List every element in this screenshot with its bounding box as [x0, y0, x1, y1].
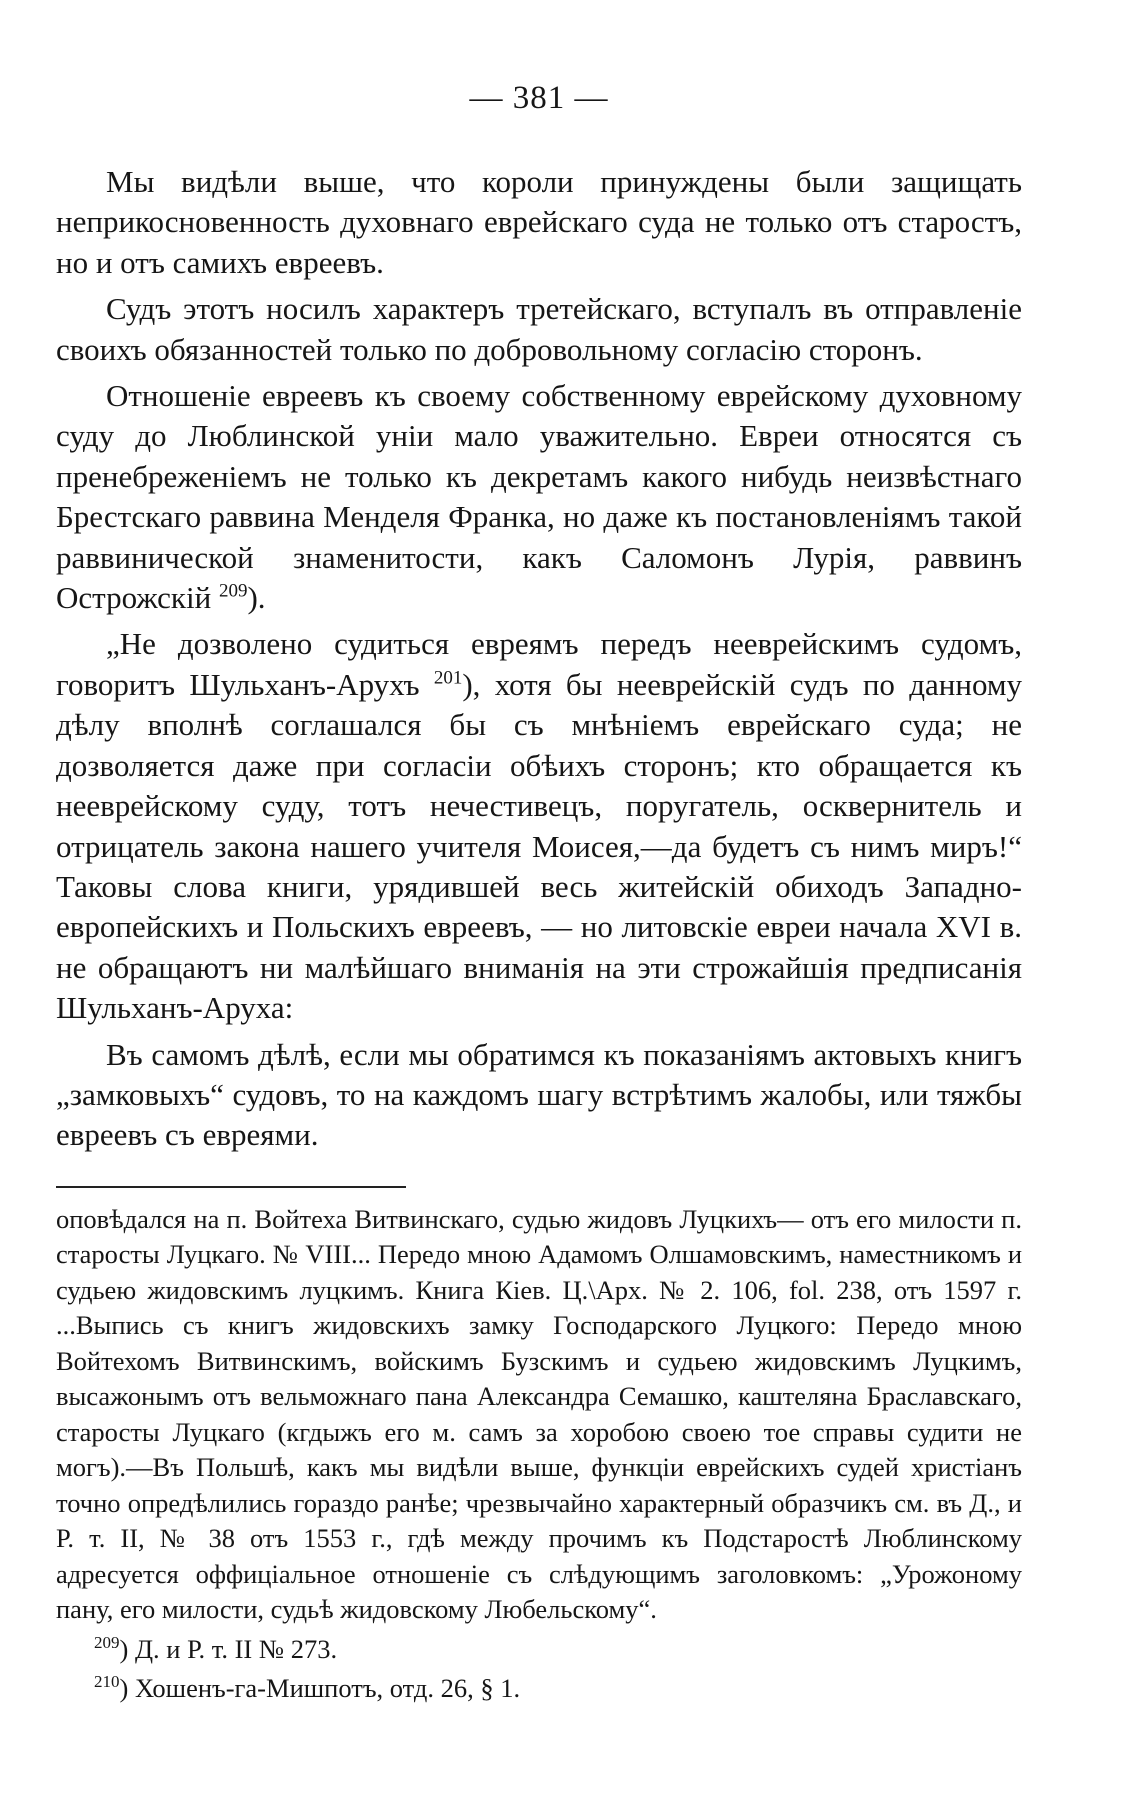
- paragraph-1-text: Мы видѣли выше, что короли принуждены были защищать неприкосновенность духовнаго еврейскаго суда не только отъ старостъ, но и отъ самихъ евреевъ.: [56, 164, 1022, 280]
- footnote-210: [56, 1671, 1022, 1707]
- footnote-210-number: 210: [94, 1672, 120, 1692]
- paragraph-3-after: ).: [247, 580, 266, 616]
- footnote-209-number: 209: [94, 1632, 120, 1652]
- paragraph-2-text: Судъ этотъ носилъ характеръ третейскаго, вступалъ въ отправленіе своихъ обязанностей только по добровольному согласію сторонъ.: [56, 291, 1022, 367]
- page-number: — 381 —: [469, 80, 609, 116]
- paragraph-4-after: ), хотя бы нееврейскій судъ по данному дѣлу вполнѣ соглашался бы съ мнѣніемъ еврейскаго суда; не дозволяется даже при согласіи обѣихъ сторонъ; кто обращается къ нееврейскому суду, тотъ нечестивецъ, поругатель, осквернитель и отрицатель закона нашего учителя Моисея,—да будетъ съ нимъ миръ!“ Таковы слова книги, урядившей весь житейскій обиходъ Западно-европейскихъ и Польскихъ евреевъ, — но литовскіе евреи начала XVI в. не обращаютъ ни малѣйшаго вниманія на эти строжайшія предписанія Шульханъ-Аруха:: [56, 666, 1022, 1026]
- footnote-continuation: оповѣдался на п. Войтеха Витвинскаго, судью жидовъ Луцкихъ— отъ его милости п. старосты Луцкаго. № VIII... Передо мною Адамомъ Олшамовскимъ, наместникомъ и судьею жидовскимъ луцкимъ. Книга Кіев. Ц.\Арх. № 2. 106, fol. 238, отъ 1597 г. ...Выпись съ книгъ жидовскихъ замку Господарского Луцкого: Передо мною Войтехомъ Витвинскимъ, войскимъ Бузскимъ и судьею жидовскимъ Луцкимъ, высажонымъ отъ вельможнаго пана Александра Семашко, каштеляна Браславскаго, старосты Луцкаго (кгдыжъ его м. самъ за хоробою своею тое справы судити не могъ).—Въ Польшѣ, какъ мы видѣли выше, функціи еврейскихъ судей христіанъ точно опредѣлились гораздо ранѣе; чрезвычайно характерный образчикъ см. въ Д., и Р. т. II, № 38 отъ 1553 г., гдѣ между прочимъ къ Подстаростѣ Люблинскому адресуется оффиціальное отношеніе съ слѣдующимъ заголовкомъ: „Урожоному пану, его милости, судьѣ жидовскому Любельскому“.: [56, 1203, 1022, 1625]
- paragraph-1: [56, 162, 1022, 283]
- paragraph-2: [56, 289, 1022, 370]
- footnote-divider: [56, 1186, 406, 1188]
- footnote-209-text: ) Д. и Р. т. II № 273.: [119, 1633, 338, 1664]
- paragraph-4-text: „Не дозволено судиться евреямъ передъ нееврейскимъ судомъ, говоритъ Шульханъ-Арухъ: [56, 626, 1022, 702]
- paragraph-5-text: Въ самомъ дѣлѣ, если мы обратимся къ показаніямъ актовыхъ книгъ „замковыхъ“ судовъ, то на каждомъ шагу встрѣтимъ жалобы, или тяжбы евреевъ съ евреями.: [56, 1036, 1022, 1153]
- footnote-209: [56, 1632, 1022, 1668]
- paragraph-3: [56, 376, 1022, 618]
- footnote-ref-201: 201: [433, 667, 463, 689]
- paragraph-5: [56, 1035, 1022, 1156]
- document-page: [56, 78, 1022, 1707]
- footnote-210-text: ) Хошенъ-га-Мишпотъ, отд. 26, § 1.: [119, 1673, 521, 1704]
- paragraph-3-text: Отношеніе евреевъ къ своему собственному еврейскому духовному суду до Люблинской уніи мало уважительно. Евреи относятся съ пренебреженіемъ не только къ декретамъ какого нибудь неизвѣстнаго Брестскаго раввина Менделя Франка, но даже къ постановленіямъ такой раввинической знаменитости, какъ Саломонъ Лурія, раввинъ Острожскій: [56, 378, 1022, 616]
- footnote-ref-209: 209: [218, 580, 248, 602]
- paragraph-4: [56, 624, 1022, 1028]
